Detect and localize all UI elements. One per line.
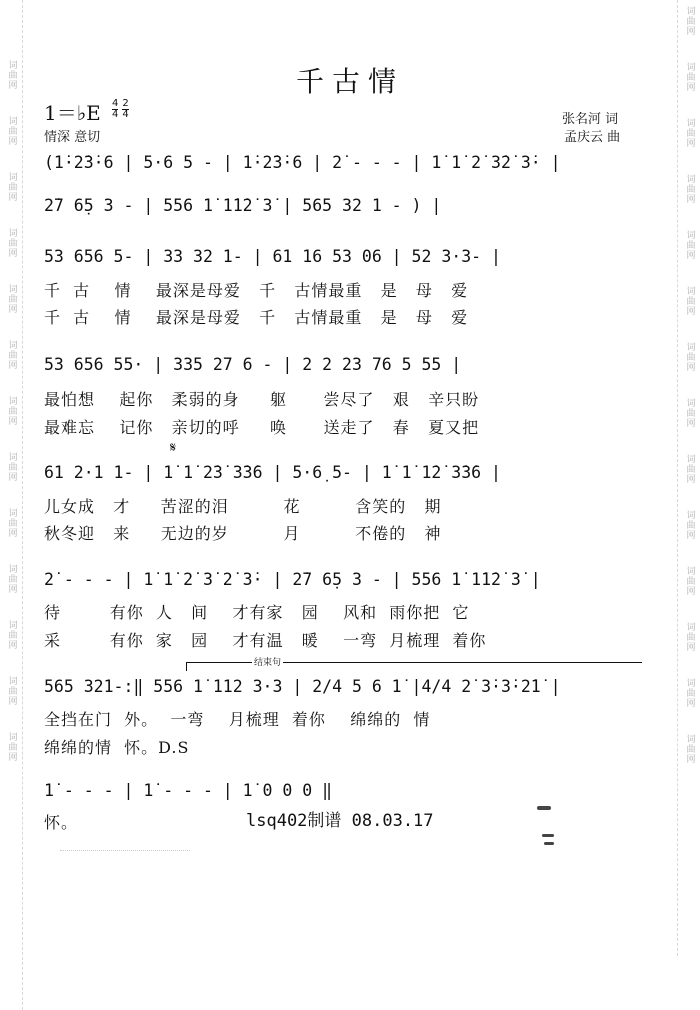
watermark-text: 词曲网 [6, 284, 17, 314]
watermark-text: 词曲网 [6, 564, 17, 594]
watermark-text: 词曲网 [6, 676, 17, 706]
notation-line-6: 2̇ - - - | 1̇ 1̇ 2̇ 3̇ 2̇ 3̇· | 2̇7 6̣5 3 - | 556 1̇ 1̇1̇2̇ 3̇ | [44, 570, 541, 589]
lyric-line: 秋冬迎 来 无边的岁 月 不倦的 神 [44, 524, 442, 543]
watermark-text: 词曲网 [684, 622, 695, 652]
divider [60, 850, 190, 851]
watermark-text: 词曲网 [684, 398, 695, 428]
watermark-text: 词曲网 [684, 510, 695, 540]
watermark-text: 词曲网 [6, 228, 17, 258]
key-signature: 1＝♭E [44, 101, 101, 125]
watermark-text: 词曲网 [6, 508, 17, 538]
lyric-line: 全挡在门 外。 一弯 月梳理 着你 绵绵的 情 [44, 710, 431, 729]
watermark-text: 词曲网 [684, 566, 695, 596]
watermark-text: 词曲网 [684, 286, 695, 316]
meter-denominator: 4 [122, 109, 129, 120]
watermark-text: 词曲网 [684, 6, 695, 36]
notation-line-4: 53 656 55· | 335 27 6 - | 2 2 23 76 5 55 | [44, 355, 462, 374]
notation-line-8: 1̇ - - - | 1̇ - - - | 1̇ 0 0 0 ‖ [44, 781, 333, 800]
watermark-text: 词曲网 [684, 734, 695, 764]
transcriber-signature: lsq402制谱 08.03.17 [246, 811, 434, 831]
meter-numerator: 2 [122, 98, 129, 109]
notation-line-2: 2̇7 6̣5 3 - | 556 1̇ 1̇1̇2̇ 3̇ | 565 32 1 - ) | [44, 196, 442, 215]
time-signature [122, 99, 128, 120]
lyric-line: 怀。 [44, 813, 79, 832]
ink-smudge [537, 806, 551, 810]
lyricist-credit: 张名河 词 [562, 112, 619, 127]
lyric-line: 千 古 情 最深是母爱 千 古情最重 是 母 爱 [44, 308, 469, 327]
lyric-line: 采 有你 家 园 才有温 暖 一弯 月梳理 着你 [44, 631, 487, 650]
segno-sign: 𝄋 [170, 440, 177, 456]
right-watermark-strip [677, 0, 700, 956]
lyric-line: 千 古 情 最深是母爱 千 古情最重 是 母 爱 [44, 281, 469, 300]
time-signature [112, 99, 118, 120]
watermark-text: 词曲网 [6, 60, 17, 90]
ink-smudge [542, 834, 554, 837]
watermark-text: 词曲网 [684, 454, 695, 484]
ink-smudge [544, 842, 554, 845]
composer-credit: 孟庆云 曲 [564, 130, 621, 145]
meter-numerator: 4 [112, 98, 119, 109]
watermark-text: 词曲网 [6, 620, 17, 650]
notation-line-3: 53 656 5- | 33 32 1- | 61 16 53 06 | 52 3·3- | [44, 247, 501, 266]
notation-line-1: (1̇·2̇3̇·6 | 5·6 5 - | 1̇·2̇3̇·6 | 2̇ - - - | 1̇ 1̇ 2̇ 3̇2̇ 3̇· | [44, 153, 561, 172]
lyric-line: 绵绵的情 怀。D.S [44, 738, 190, 757]
lyric-line: 待 有你 人 间 才有家 园 风和 雨你把 它 [44, 603, 470, 622]
notation-line-5: 61 2·1 1- | 1̇ 1̇ 2̇3̇ 3̇3̇6 | 5·6̣ 5- | 1̇ 1̇ 1̇2̇ 3̇3̇6 | [44, 463, 501, 482]
watermark-text: 词曲网 [684, 678, 695, 708]
watermark-text: 词曲网 [6, 116, 17, 146]
watermark-text: 词曲网 [684, 342, 695, 372]
watermark-text: 词曲网 [684, 118, 695, 148]
watermark-text: 词曲网 [6, 732, 17, 762]
watermark-text: 词曲网 [684, 62, 695, 92]
coda-label: 结束句 [252, 655, 283, 668]
lyric-line: 最难忘 记你 亲切的呼 唤 送走了 春 夏又把 [44, 418, 480, 437]
watermark-text: 词曲网 [6, 396, 17, 426]
notation-line-7: 565 321-:‖ 556 1̇ 112 3·3 | 2/4 5 6 1̇ |4/4 2̇ 3̇·3̇·2̇1̇ | [44, 677, 561, 696]
meter-denominator: 4 [112, 109, 119, 120]
song-title: 千古情 [295, 65, 404, 98]
watermark-text: 词曲网 [684, 230, 695, 260]
watermark-text: 词曲网 [6, 340, 17, 370]
watermark-text: 词曲网 [6, 452, 17, 482]
lyric-line: 最怕想 起你 柔弱的身 躯 尝尽了 艰 辛只盼 [44, 390, 480, 409]
lyric-line: 儿女成 才 苦涩的泪 花 含笑的 期 [44, 497, 442, 516]
expression-marking: 情深 意切 [44, 130, 101, 145]
left-watermark-strip [0, 0, 23, 1010]
time-signatures [112, 99, 129, 120]
watermark-text: 词曲网 [6, 172, 17, 202]
watermark-text: 词曲网 [684, 174, 695, 204]
